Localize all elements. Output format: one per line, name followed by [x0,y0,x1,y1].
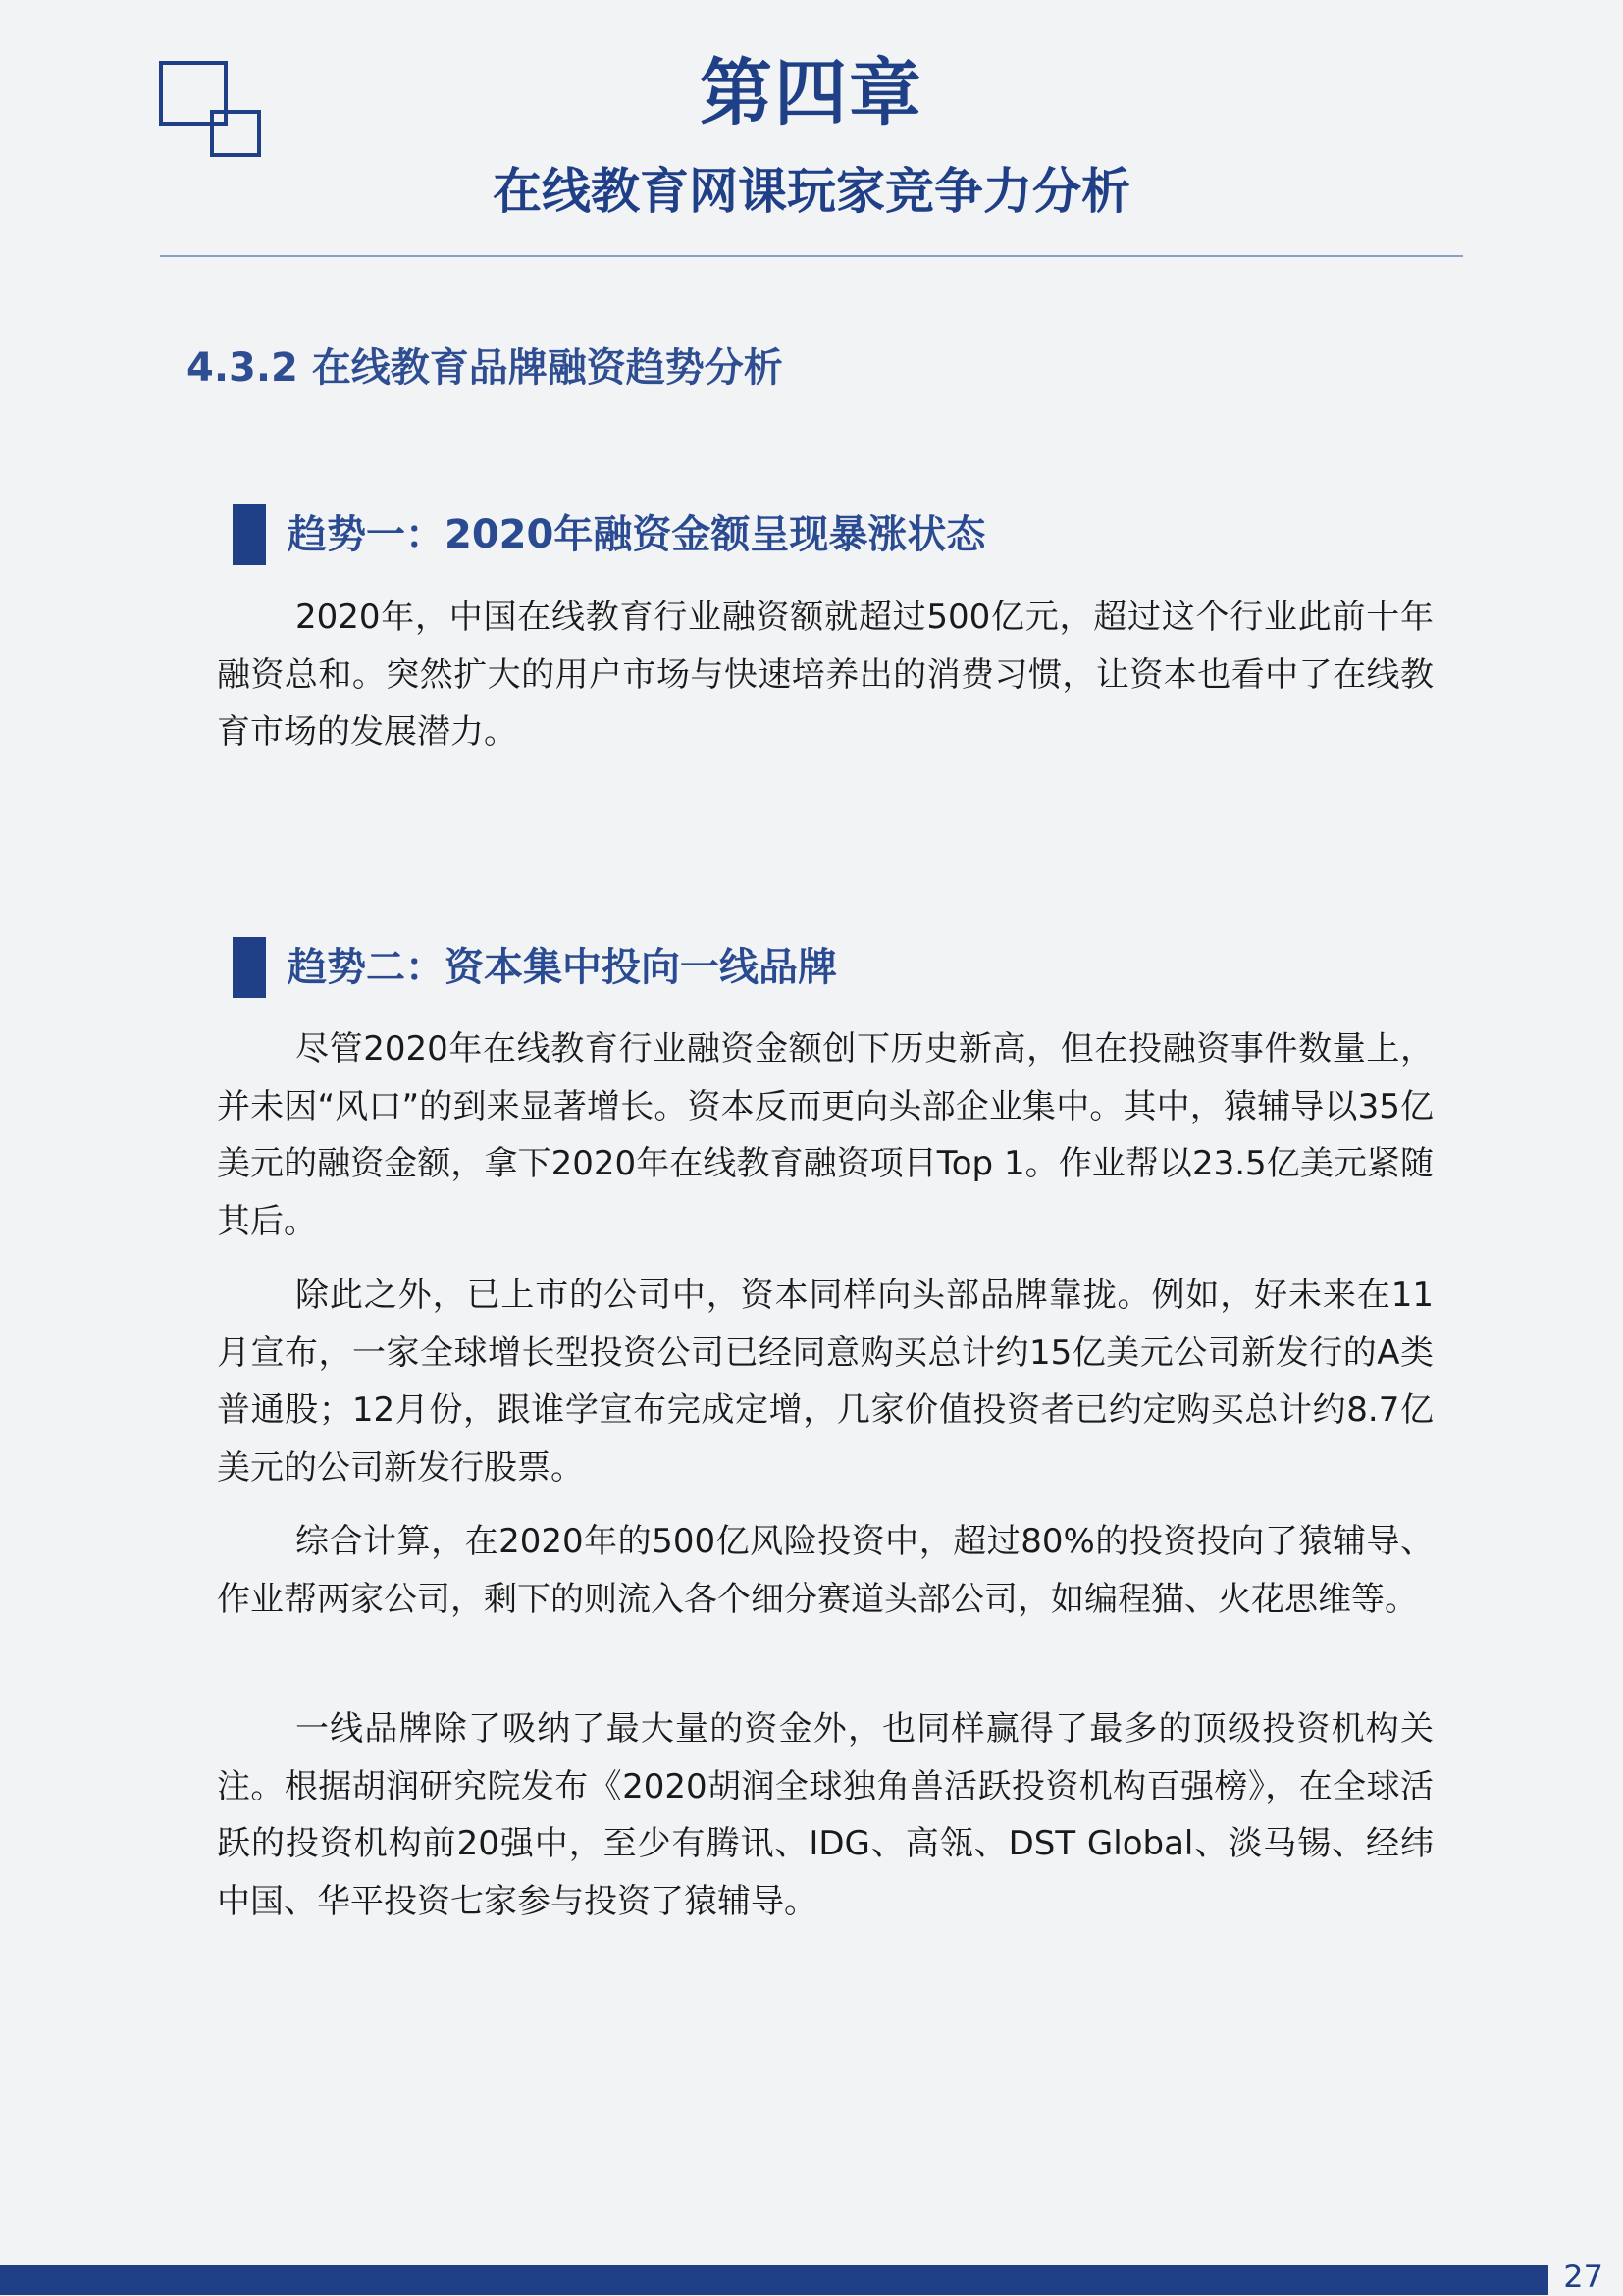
trend-marker-bar [233,937,266,998]
section-heading: 4.3.2 在线教育品牌融资趋势分析 [186,345,783,391]
chapter-subtitle: 在线教育网课玩家竞争力分析 [493,163,1130,220]
chapter-title: 第四章 [700,51,923,135]
paragraph: 除此之外，已上市的公司中，资本同样向头部品牌靠拢。例如，好未来在11月宣布，一家全球增长型投资公司已经同意购买总计约15亿美元公司新发行的A类普通股；12月份，跟谁学宣布完成定增，几家价值投资者已约定购买总计约8.7亿美元的公司新发行股票。 [217,1276,1434,1487]
trend-title: 趋势一：2020年融资金额呈现暴涨状态 [288,512,986,557]
trend-heading-1 [233,504,985,565]
paragraph: 2020年，中国在线教育行业融资额就超过500亿元，超过这个行业此前十年融资总和。突然扩大的用户市场与快速培养出的消费习惯，让资本也看中了在线教育市场的发展潜力。 [217,598,1434,752]
trend-marker-bar [233,504,266,565]
paragraph: 尽管2020年在线教育行业融资金额创下历史新高，但在投融资事件数量上，并未因“风口”的到来显著增长。资本反而更向头部企业集中。其中，猿辅导以35亿美元的融资金额，拿下2020年在线教育融资项目Top 1。作业帮以23.5亿美元紧随其后。 [217,1029,1434,1241]
trend-heading-2 [233,937,837,998]
header-divider [160,255,1463,257]
paragraph: 一线品牌除了吸纳了最大量的资金外，也同样赢得了最多的顶级投资机构关注。根据胡润研究院发布《2020胡润全球独角兽活跃投资机构百强榜》，在全球活跃的投资机构前20强中，至少有腾讯、IDG、高瓴、DST Global、淡马锡、经纬中国、华平投资七家参与投资了猿辅导。 [217,1709,1434,1921]
paragraph: 综合计算，在2020年的500亿风险投资中，超过80%的投资投向了猿辅导、作业帮两家公司，剩下的则流入各个细分赛道头部公司，如编程猫、火花思维等。 [217,1522,1434,1619]
footer-bar [0,2265,1548,2295]
page-number: 27 [1563,2258,1603,2295]
trend-title: 趋势二：资本集中投向一线品牌 [288,945,837,990]
